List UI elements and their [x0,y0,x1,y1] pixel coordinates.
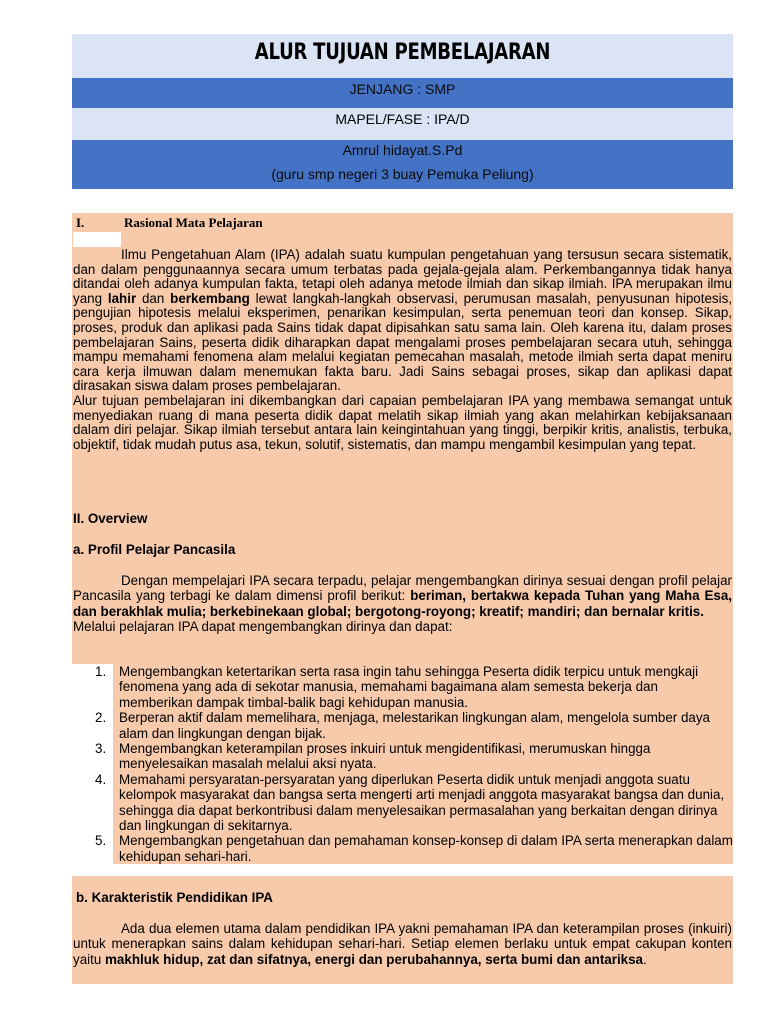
heading-underline-box [73,232,121,247]
karakteristik-content-scope: makhluk hidup, zat dan sifatnya, energi dan perubahannya, serta bumi dan antariksa [105,951,644,967]
karakteristik-text-a: Ada dua elemen utama dalam pendidikan IPA yakni pemahaman IPA dan keterampilan proses (inkuiri) untuk menerapkan sains dalam kehidupan sehari-hari. Setiap elemen berlaku untuk empat cakupan konten yaitu [73,921,732,967]
list-text: Berperan aktif dalam memelihara, menjaga, melestarikan lingkungan alam, mengelola sumber daya alam dan lingkungan dengan bijak. [119,710,710,741]
list-text: Mengembangkan pengetahuan dan pemahaman konsep-konsep di dalam IPA serta menerapkan dalam kehidupan sehari-hari. [119,833,733,864]
list-text: Memahami persyaratan-persyaratan yang diperlukan Peserta didik untuk menjadi anggota suatu kelompok masyarakat dan bangsa serta mengerti arti menjadi anggota masyarakat bangsa dan dunia, sehingga dia dapat berkontribusi dalam menyelesaikan permasalahan yang berkaitan dengan dirinya dan lingkungan di sekitarnya. [119,771,725,834]
profil-text-a: Dengan mempelajari IPA secara terpadu, pelajar mengembangkan dirinya sesuai dengan profil pelajar Pancasila yang terbagi ke dalam dimensi profil berikut: [73,573,732,604]
list-item [73,710,733,741]
mapel-label: MAPEL/FASE : IPA/D [335,111,470,127]
profil-heading: a. Profil Pelajar Pancasila [73,542,236,557]
p1-part-a: Ilmu Pengetahuan Alam (IPA) adalah suatu kumpulan pengetahuan yang tersusun secara sistematik, dan dalam penggunaannya secara umum terbatas pada gejala-gejala alam. Perkembangannya tidak hanya ditandai oleh adanya kumpulan fakta, tetapi oleh adanya metode ilmiah dan sikap ilmiah. IPA merupakan ilmu yang [73,247,732,306]
rasional-paragraph-1 [73,248,732,394]
p1-bold-lahir: lahir [107,290,137,306]
rasional-paragraph-2: Alur tujuan pembelajaran ini dikembangkan dari capaian pembelajaran IPA yang membawa semangat untuk menyediakan ruang di mana peserta didik dapat melatih sikap ilmiah yang akan melahirkan kebijaksanaan dalam diri pelajar. Sikap ilmiah tersebut antara lain keingintahuan yang tinggi, berpikir kritis, analistis, terbuka, objektif, tidak mudah putus asa, tekun, solutif, sistematis, dan mampu mengambil kesimpulan yang tepat. [73,392,732,452]
profil-dimensions: beriman, bertakwa kepada Tuhan yang Maha Esa, dan berakhlak mulia; berkebinekaan global; bergotong-royong; kreatif; mandiri; dan bernalar kritis. [73,588,732,619]
karakteristik-text [73,921,732,967]
section-1-heading [76,215,263,231]
list-number: 1. [95,664,107,679]
section-1-number: I. [76,215,85,230]
document-title: ALUR TUJUAN PEMBELAJARAN [254,40,551,65]
list-item [73,741,733,772]
mapel-row [72,108,733,140]
list-number: 3. [95,741,107,757]
karakteristik-end: . [643,951,647,967]
development-list [73,664,733,864]
list-number: 4. [95,771,107,787]
author-row [72,140,733,189]
p1-part-c: dan [136,290,171,306]
list-text: Mengembangkan ketertarikan serta rasa ingin tahu sehingga Peserta didik terpicu untuk mengkaji fenomena yang ada di sekotar manusia, memahami bagaimana alam semesta bekerja dan memberikan dampak timbal-balik bagi kehidupan manusia. [119,664,699,710]
list-text: Mengembangkan keterampilan proses inkuiri untuk mengidentifikasi, merumuskan hingga menyelesaikan masalah melalui aksi nyata. [119,741,651,772]
p1-part-d: lewat langkah-langkah observasi, perumusan masalah, penyusunan hipotesis, pengujian hipotesis melalui eksperimen, penarikan kesimpulan, serta penemuan teori dan konsep. Sikap, proses, produk dan aplikasi pada Sains tidak dapat dipisahkan satu sama lain. Oleh karena itu, dalam proses pembelajaran Sains, peserta didik diharapkan dapat mengalami proses pembelajaran secara utuh, sehingga mampu memahami fenomena alam melalui kegiatan pemecahan masalah, metode ilmiah serta dapat meniru cara kerja ilmuwan dalam menemukan fakta baru. Jadi Sains sebagai proses, sikap dan aplikasi dapat dirasakan siswa dalam proses pembelajaran. [73,290,732,394]
rasional-text [73,248,732,452]
list-item [73,772,733,834]
list-item [73,664,733,710]
list-number: 5. [95,833,107,849]
profil-text [73,573,732,635]
list-item [73,833,733,864]
section-1-title: Rasional Mata Pelajaran [124,215,263,230]
author-name: Amrul hidayat.S.Pd [342,142,463,158]
p1-bold-berkembang: berkembang [170,290,250,306]
author-school: (guru smp negeri 3 buay Pemuka Peliung) [271,166,534,182]
jenjang-label: JENJANG : SMP [349,81,456,97]
profil-paragraph [73,573,732,619]
list-number: 2. [95,710,107,726]
title-bar [72,34,733,78]
jenjang-row [72,78,733,108]
profil-intro-list: Melalui pelajaran IPA dapat mengembangkan dirinya dan dapat: [73,619,453,635]
karakteristik-heading: b. Karakteristik Pendidikan IPA [76,890,273,905]
overview-heading: II. Overview [73,511,148,526]
karakteristik-paragraph [73,921,732,967]
